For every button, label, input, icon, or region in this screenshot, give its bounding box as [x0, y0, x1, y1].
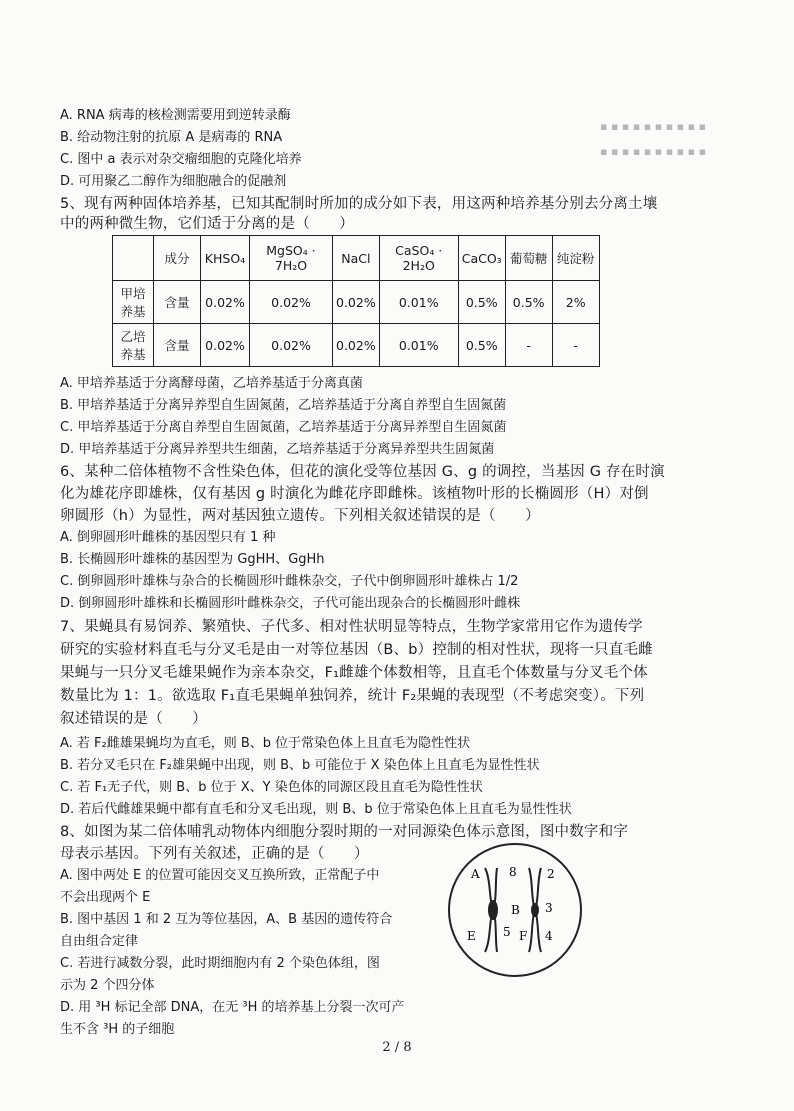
- q8-stem-line: 母表示基因。下列有关叙述，正确的是（ ）: [60, 846, 369, 862]
- q7-option-c[interactable]: C. 若 F₁无子代，则 B、b 位于 X、Y 染色体的同源区段且直毛为隐性性状: [60, 780, 483, 795]
- q8-stem-line: 8、如图为某二倍体哺乳动物体内细胞分裂时期的一对同源染色体示意图，图中数字和字: [60, 824, 629, 840]
- q7-stem-line: 研究的实验材料直毛与分叉毛是由一对等位基因（B、b）控制的相对性状，现将一只直毛雌: [60, 642, 653, 658]
- q6-option-b[interactable]: B. 长椭圆形叶雄株的基因型为 GgHH、GgHh: [60, 552, 325, 567]
- table-row: [113, 281, 600, 324]
- q8-option-d[interactable]: D. 用 ³H 标记全部 DNA，在无 ³H 的培养基上分裂一次可产: [60, 1000, 405, 1015]
- q4-option-b[interactable]: B. 给动物注射的抗原 A 是病毒的 RNA: [60, 130, 283, 145]
- q5-option-c[interactable]: C. 甲培养基适于分离自养型自生固氮菌，乙培养基适于分离异养型自生固氮菌: [60, 420, 507, 435]
- gene-label: 4: [545, 929, 553, 943]
- q7-stem-line: 果蝇与一只分叉毛雄果蝇作为亲本杂交，F₁雌雄个体数相等，且直毛个体数量与分叉毛个体: [60, 665, 648, 681]
- gene-label: 3: [545, 901, 553, 915]
- show-through-text: ▪ ▪ ▪ ▪ ▪ ▪ ▪ ▪ ▪ ▪: [600, 120, 707, 133]
- q8-option-b[interactable]: B. 图中基因 1 和 2 互为等位基因，A、B 基因的遗传符合: [60, 912, 393, 927]
- q4-option-d[interactable]: D. 可用聚乙二醇作为细胞融合的促融剂: [60, 174, 287, 189]
- table-cell: 0.02%: [250, 281, 333, 324]
- q8-option-a[interactable]: A. 图中两处 E 的位置可能因交叉互换所致，正常配子中: [60, 868, 380, 883]
- q7-option-b[interactable]: B. 若分叉毛只在 F₂雄果蝇中出现，则 B、b 可能位于 X 染色体上且直毛为显性性状: [60, 758, 540, 773]
- table-cell: 0.02%: [333, 324, 380, 367]
- q4-option-c[interactable]: C. 图中 a 表示对杂交瘤细胞的克隆化培养: [60, 152, 302, 167]
- centromere-right: [531, 903, 539, 917]
- q4-option-a[interactable]: A. RNA 病毒的核检测需要用到逆转录酶: [60, 108, 291, 123]
- q6-stem-line: 化为雄花序即雄株，仅有基因 g 时演化为雌花序即雌株。该植物叶形的长椭圆形（H）对倒: [60, 486, 649, 502]
- q8-option-c-cont: 示为 2 个四分体: [60, 978, 155, 993]
- q5-stem-line: 5、现有两种固体培养基，已知其配制时所加的成分如下表，用这两种培养基分别去分离土壤: [60, 196, 658, 212]
- q6-option-d[interactable]: D. 倒卵圆形叶雄株和长椭圆形叶雌株杂交，子代可能出现杂合的长椭圆形叶雌株: [60, 596, 521, 611]
- header-cell: NaCl: [333, 236, 380, 281]
- table-cell: 含量: [154, 281, 201, 324]
- q7-option-a[interactable]: A. 若 F₂雌雄果蝇均为直毛，则 B、b 位于常染色体上且直毛为隐性性状: [60, 736, 471, 751]
- q6-option-a[interactable]: A. 倒卵圆形叶雌株的基因型只有 1 种: [60, 530, 276, 545]
- centromere-left: [488, 900, 498, 920]
- gene-label: E: [467, 929, 476, 943]
- table-cell: 0.02%: [201, 324, 250, 367]
- header-cell: CaSO₄ · 2H₂O: [379, 236, 458, 281]
- q7-stem-line: 叙述错误的是（ ）: [60, 711, 207, 727]
- gene-label: B: [511, 903, 520, 917]
- table-cell: -: [552, 324, 599, 367]
- q8-option-a-cont: 不会出现两个 E: [60, 890, 151, 905]
- table-cell: -: [505, 324, 552, 367]
- q7-stem-line: 数量比为 1：1。欲选取 F₁直毛果蝇单独饲养，统计 F₂果蝇的表现型（不考虑突变）。下列: [60, 688, 645, 704]
- table-cell: 0.5%: [458, 324, 505, 367]
- table-cell: 含量: [154, 324, 201, 367]
- table-cell: 0.01%: [379, 324, 458, 367]
- q6-stem-line: 卵圆形（h）为显性，两对基因独立遗传。下列相关叙述错误的是（ ）: [60, 508, 540, 524]
- homologous-chromosome-figure: [445, 840, 585, 980]
- q8-option-b-cont: 自由组合定律: [60, 934, 139, 949]
- header-cell: CaCO₃: [458, 236, 505, 281]
- table-cell: 0.02%: [201, 281, 250, 324]
- page-number: 2 / 8: [382, 1040, 412, 1055]
- table-cell: 0.5%: [505, 281, 552, 324]
- table-cell: 0.02%: [333, 281, 380, 324]
- table-row: [113, 324, 600, 367]
- table-cell: 0.5%: [458, 281, 505, 324]
- header-cell: KHSO₄: [201, 236, 250, 281]
- q8-option-d-cont: 生不含 ³H 的子细胞: [60, 1022, 175, 1037]
- show-through-text: ▪ ▪ ▪ ▪ ▪ ▪ ▪ ▪ ▪ ▪: [600, 145, 707, 158]
- table-cell: 2%: [552, 281, 599, 324]
- gene-label: 5: [503, 925, 511, 939]
- table-cell: 0.02%: [250, 324, 333, 367]
- gene-label: A: [471, 867, 480, 881]
- header-cell: 葡萄糖: [505, 236, 552, 281]
- q5-option-a[interactable]: A. 甲培养基适于分离酵母菌，乙培养基适于分离真菌: [60, 376, 363, 391]
- q5-option-d[interactable]: D. 甲培养基适于分离异养型共生细菌，乙培养基适于分离异养型共生固氮菌: [60, 442, 495, 457]
- row-label: 乙培 养基: [113, 324, 154, 367]
- q8-option-c[interactable]: C. 若进行减数分裂，此时期细胞内有 2 个染色体组，图: [60, 956, 380, 971]
- q6-option-c[interactable]: C. 倒卵圆形叶雄株与杂合的长椭圆形叶雌株杂交，子代中倒卵圆形叶雄株占 1/2: [60, 574, 519, 589]
- gene-label: 2: [547, 867, 555, 881]
- q5-option-b[interactable]: B. 甲培养基适于分离异养型自生固氮菌，乙培养基适于分离自养型自生固氮菌: [60, 398, 507, 413]
- culture-medium-table: [112, 235, 600, 367]
- row-label: 甲培 养基: [113, 281, 154, 324]
- gene-label: 8: [509, 865, 517, 879]
- q6-stem-line: 6、某种二倍体植物不含性染色体，但花的演化受等位基因 G、g 的调控，当基因 G 存在时演: [60, 464, 665, 480]
- gene-label: F: [519, 929, 528, 943]
- q7-stem-line: 7、果蝇具有易饲养、繁殖快、子代多、相对性状明显等特点，生物学家常用它作为遗传学: [60, 619, 643, 635]
- table-cell: 0.01%: [379, 281, 458, 324]
- q5-stem-line: 中的两种微生物，它们适于分离的是（ ）: [60, 216, 354, 232]
- header-cell: MgSO₄ · 7H₂O: [250, 236, 333, 281]
- header-cell: 成分: [154, 236, 201, 281]
- q7-option-d[interactable]: D. 若后代雌雄果蝇中都有直毛和分叉毛出现，则 B、b 位于常染色体上且直毛为显性性状: [60, 802, 572, 817]
- header-cell: 纯淀粉: [552, 236, 599, 281]
